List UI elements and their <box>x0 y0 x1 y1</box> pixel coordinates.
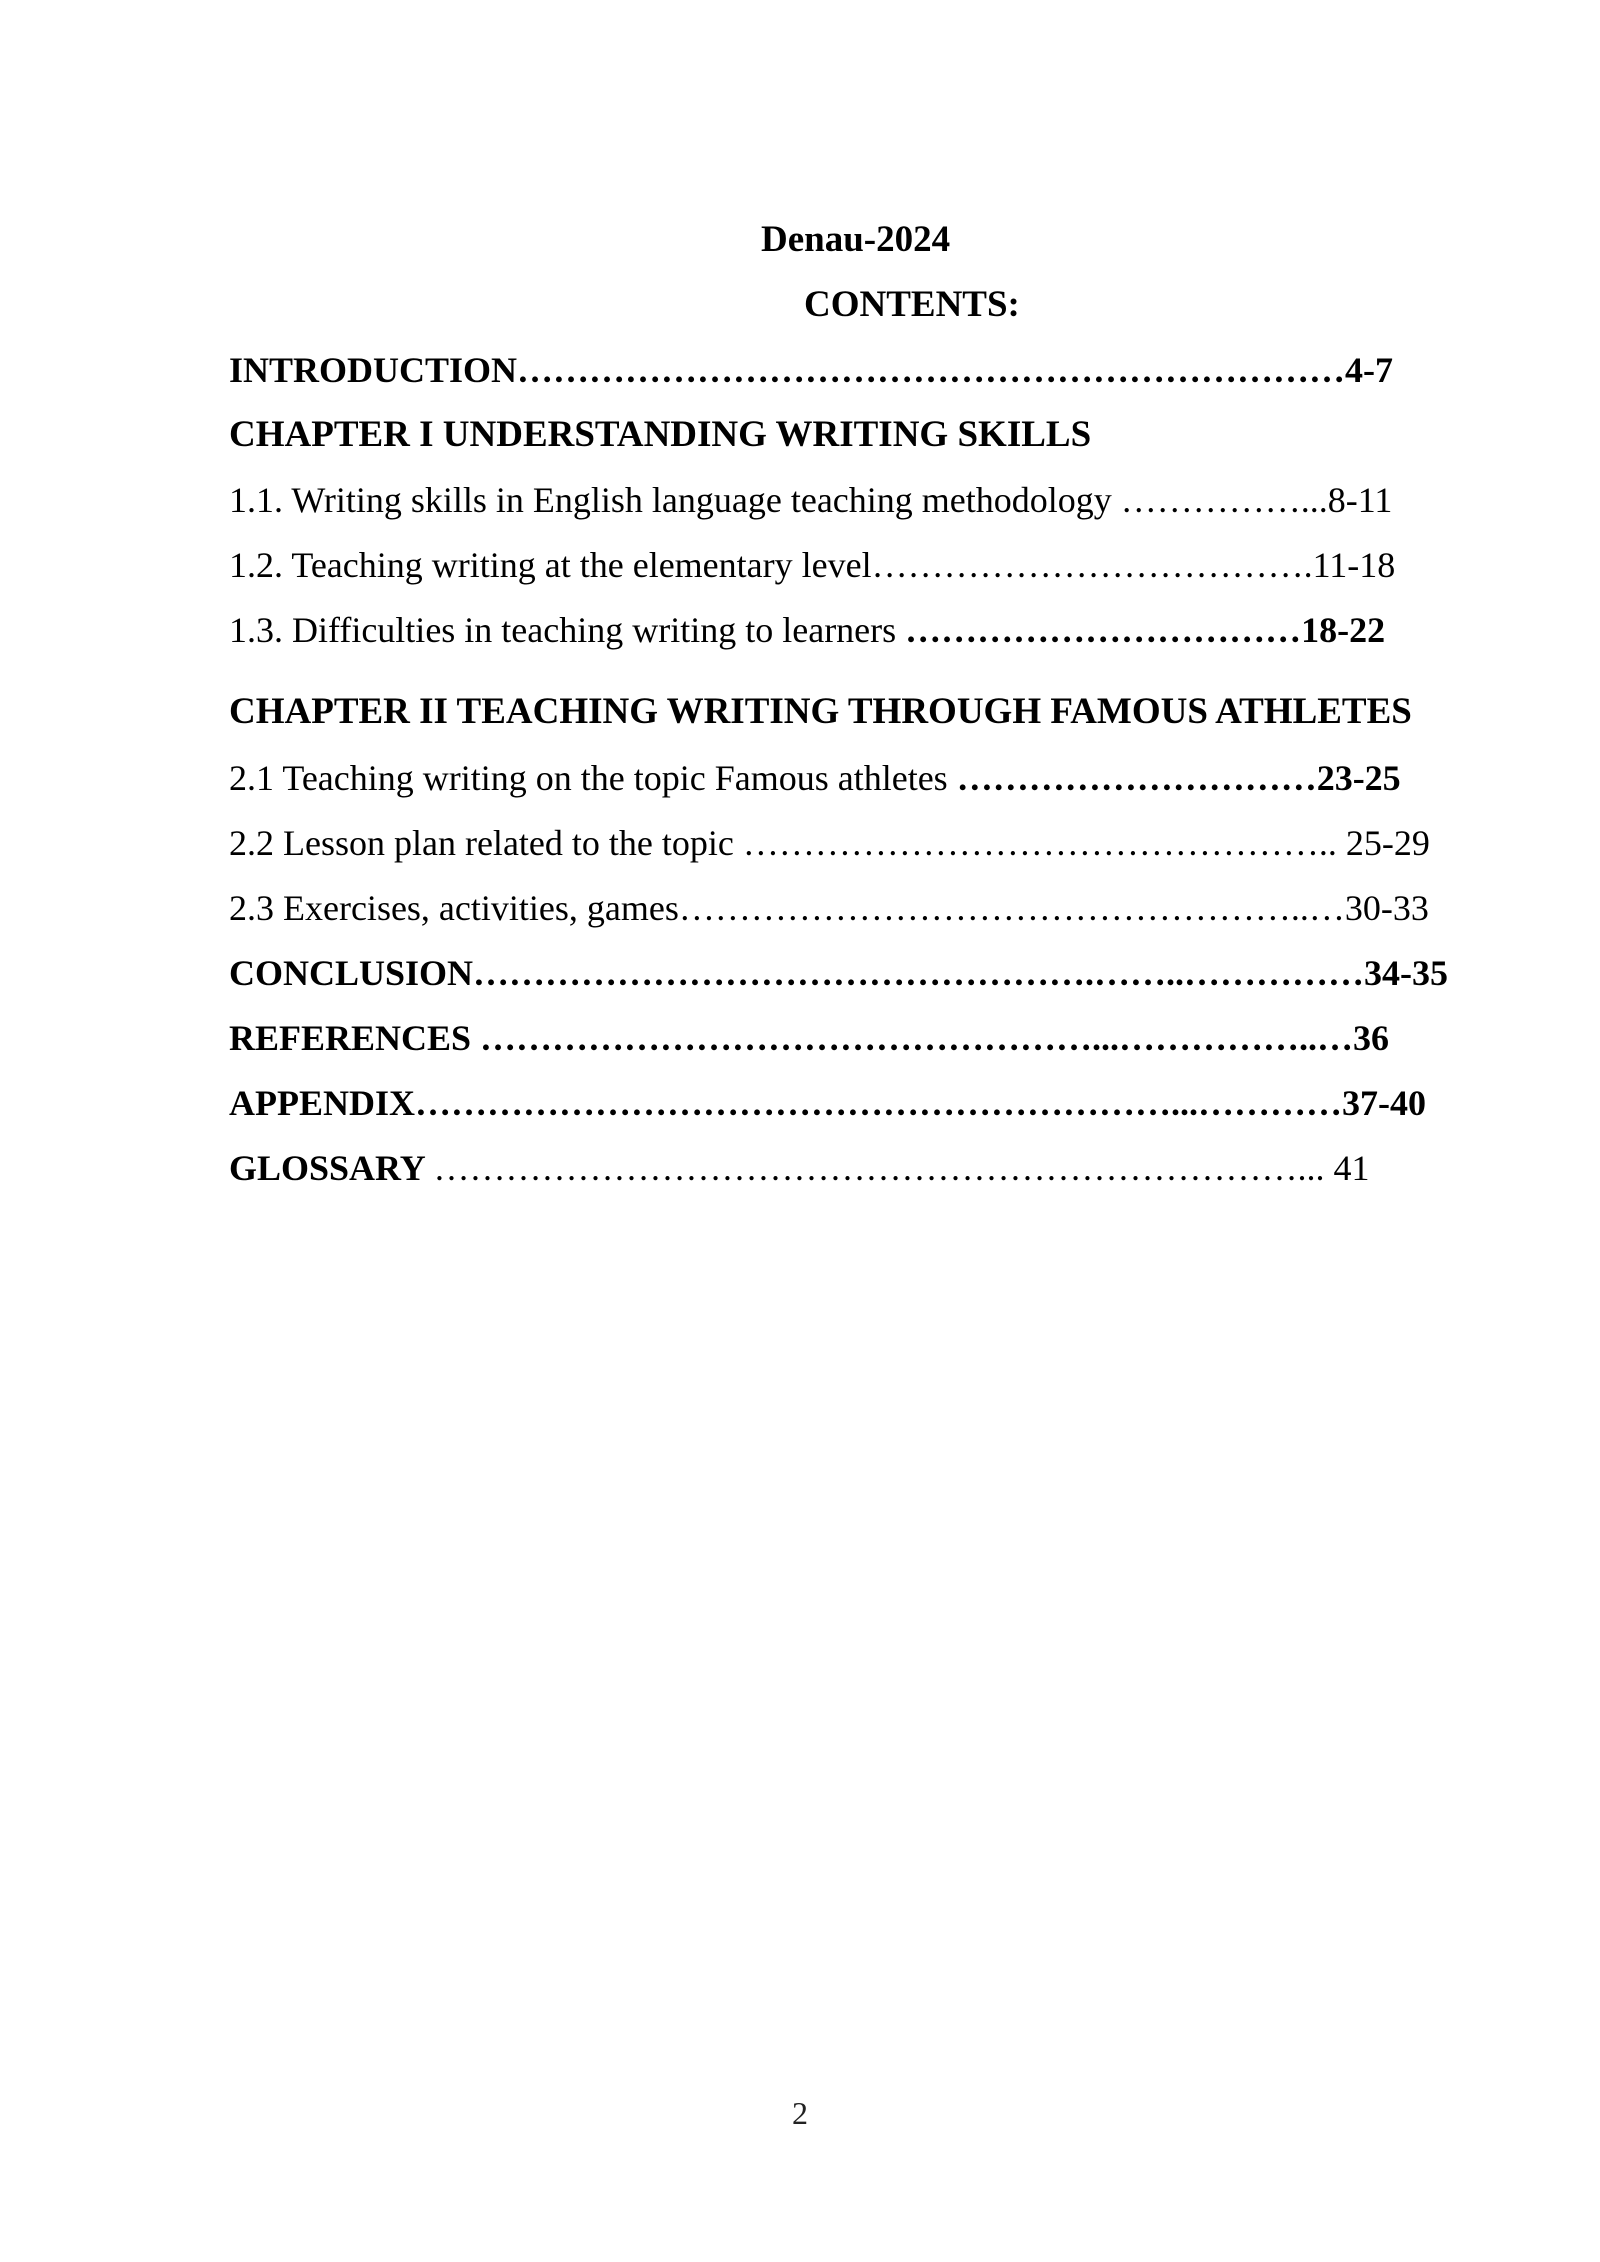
toc-entry-1-1: 1.1. Writing skills in English language teaching methodology ……………...8-11 <box>229 480 1393 520</box>
toc-entry-1-3 <box>229 608 1385 652</box>
toc-entry-conclusion: CONCLUSION…………………………………………….……..……………34-35 <box>229 953 1449 993</box>
toc-entry-2-2: 2.2 Lesson plan related to the topic ………………………………………….. 25-29 <box>229 823 1430 863</box>
toc-entry-glossary-pages: ………………………………………………………………... 41 <box>433 1148 1370 1188</box>
toc-entry-appendix: APPENDIX………………………………………………………...…………37-40 <box>229 1083 1426 1123</box>
toc-chapter-2-title: CHAPTER II TEACHING WRITING THROUGH FAMOUS ATHLETES <box>229 691 1412 732</box>
toc-entry-introduction: INTRODUCTION……………………………………………………………4-7 <box>229 350 1394 390</box>
contents-heading-text: CONTENTS: <box>804 284 1020 325</box>
toc-entry-2-1-text: 2.1 Teaching writing on the topic Famous athletes <box>229 758 957 798</box>
toc-entry-2-3: 2.3 Exercises, activities, games……………………………………………..…30-33 <box>229 888 1429 928</box>
toc-entry-1-2: 1.2. Teaching writing at the elementary level……………………………….11-18 <box>229 545 1396 585</box>
toc-entry-1-3-text: 1.3. Difficulties in teaching writing to learners <box>229 610 906 650</box>
page-number: 2 <box>792 2095 808 2131</box>
toc-entry-2-1 <box>229 756 1401 800</box>
date-heading-text: Denau-2024 <box>761 219 951 260</box>
toc-chapter-1-title: CHAPTER I UNDERSTANDING WRITING SKILLS <box>229 414 1092 455</box>
toc-entry-1-3-pages: ……………………………18-22 <box>905 610 1386 650</box>
toc-entry-2-1-pages: …………………………23-25 <box>956 758 1401 798</box>
toc-entry-references: REFERENCES ……………………………………………...……………..…36 <box>229 1018 1390 1058</box>
toc-entry-glossary <box>229 1146 1369 1190</box>
toc-entry-glossary-label: GLOSSARY <box>229 1148 434 1188</box>
